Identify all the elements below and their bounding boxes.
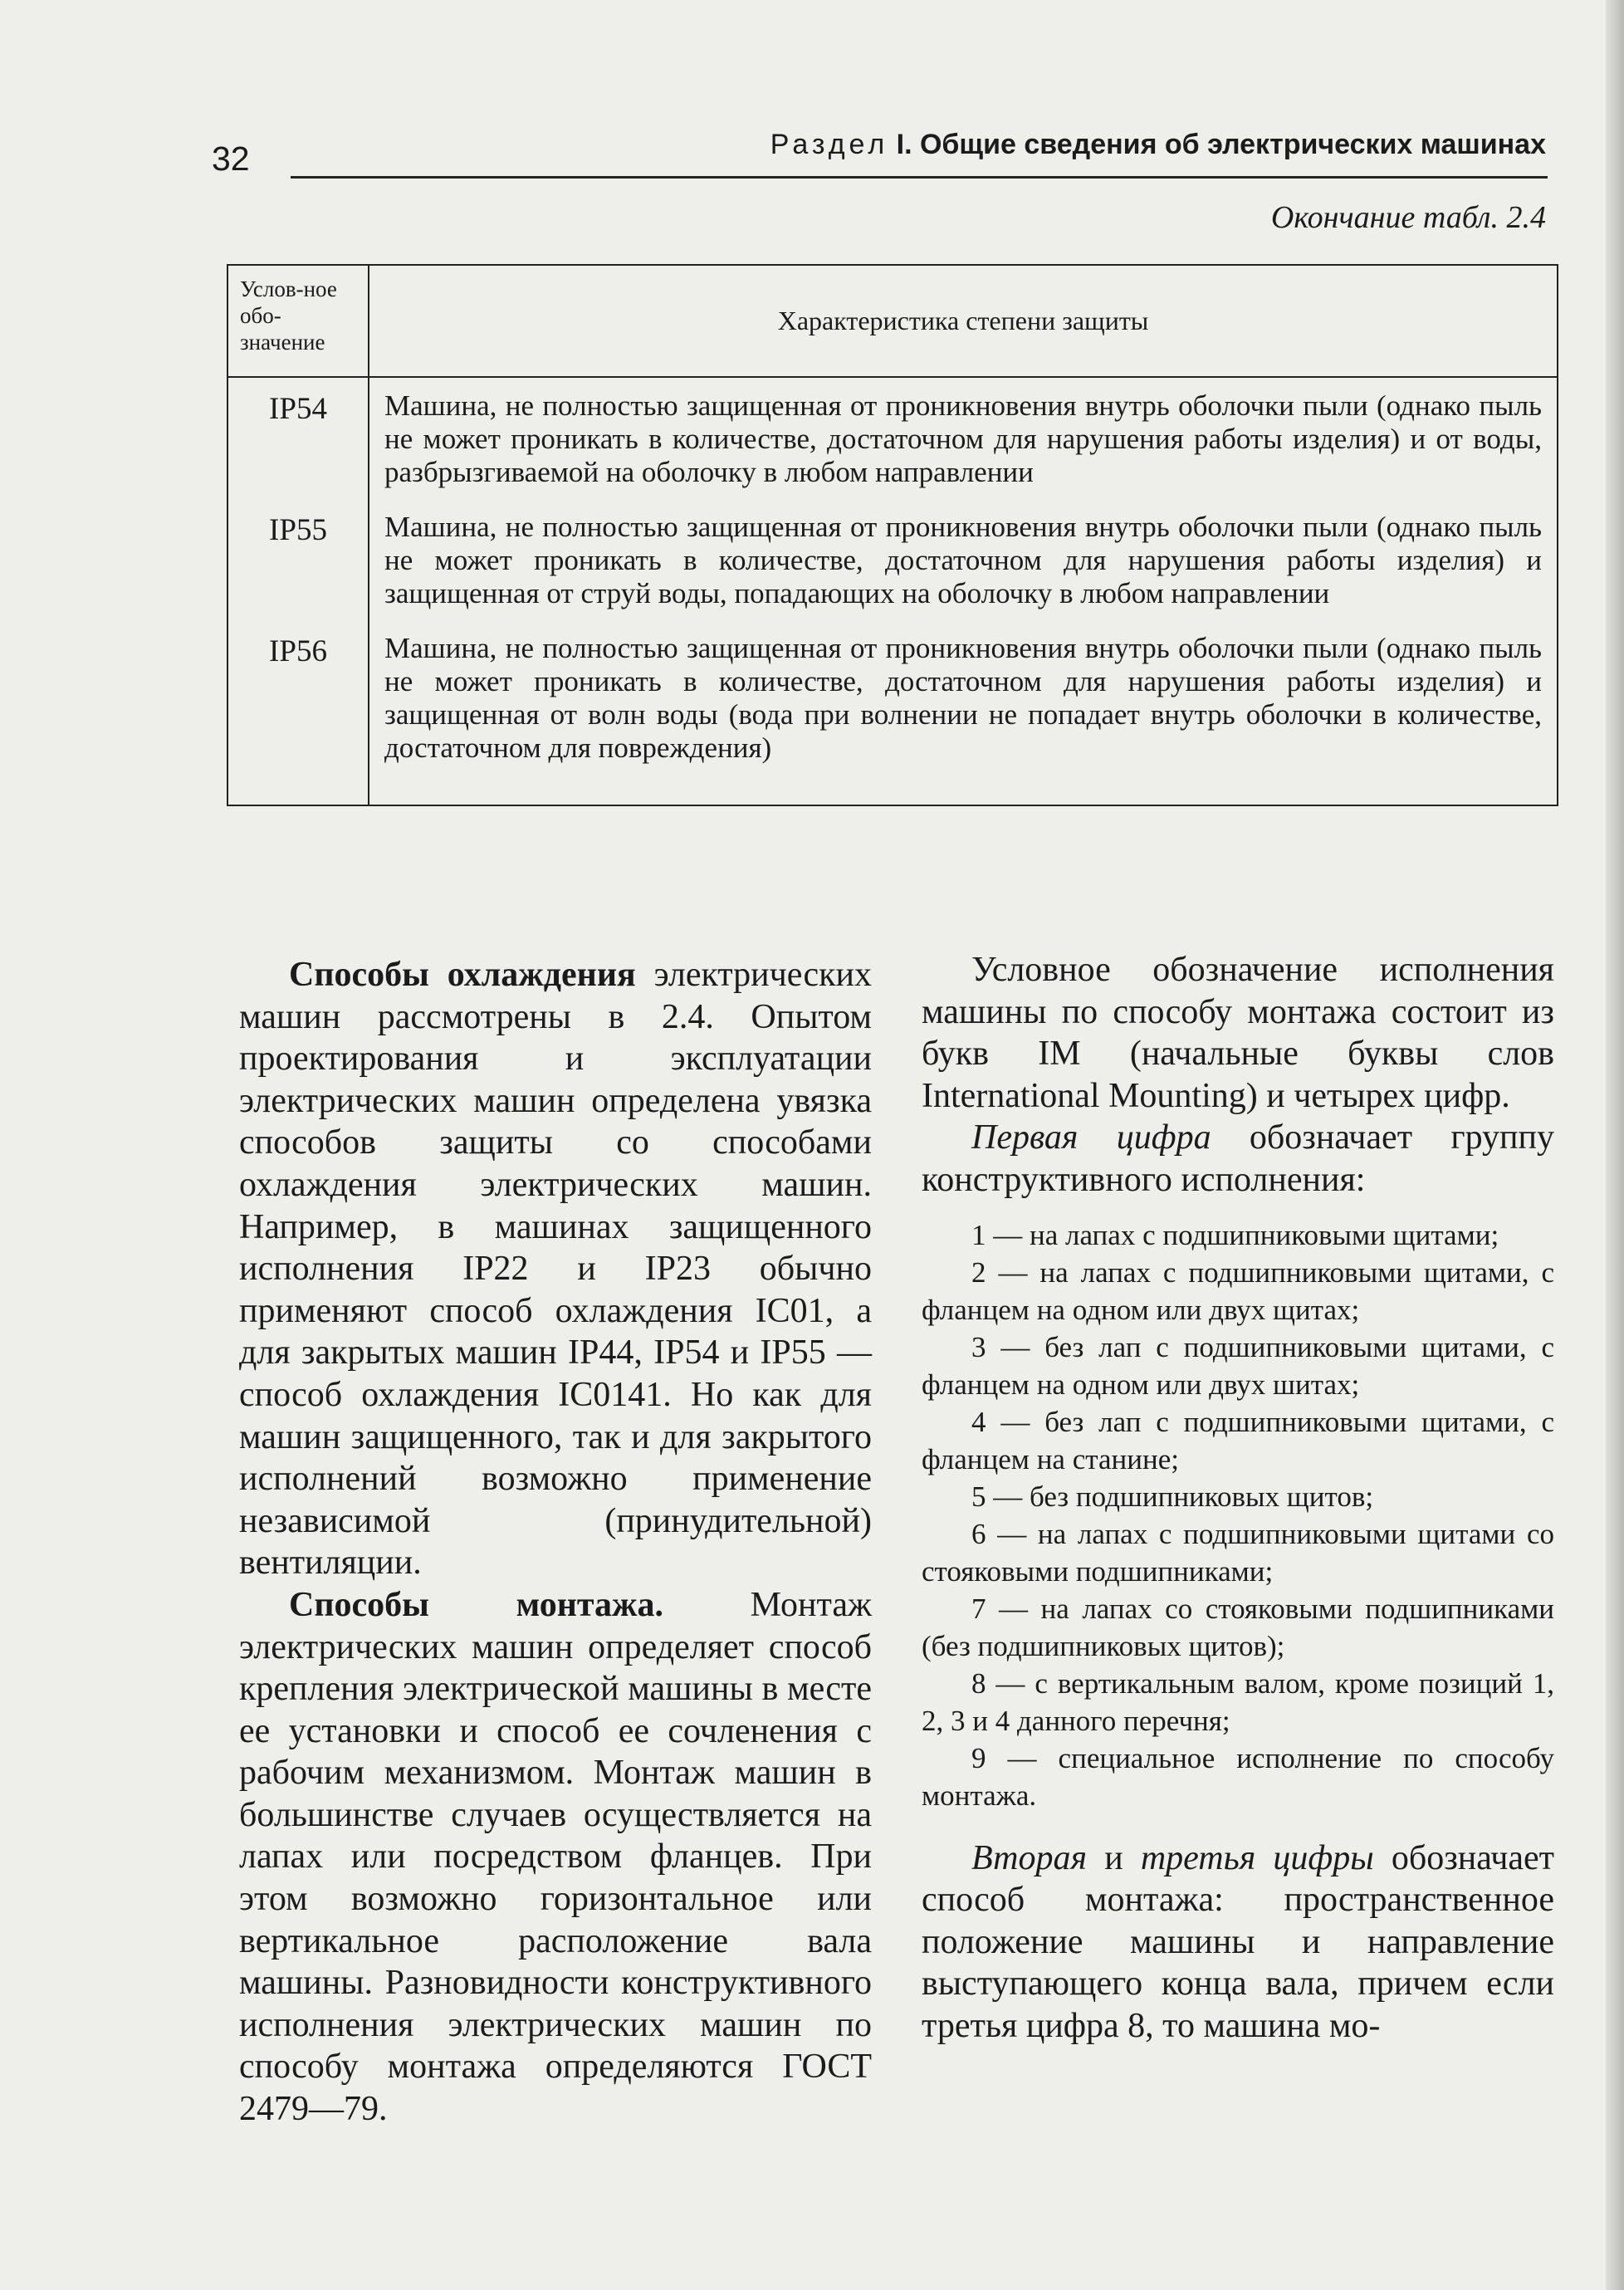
digit-list: [922, 1216, 1554, 1814]
cooling-text: электрических машин рассмотрены в 2.4. Опытом проектирования и эксплуатации электрических машин определена увязка способов защиты со способами охлаждения электрических машин. Например, в машинах защищенного исполнения IP22 и IP23 обычно применяют способ охлаждения IC01, а для закрытых машин IP44, IP54 и IP55 — способ охлаждения IC0141. Но как для машин защищенного, так и для закрытого исполнений возможно применение независимой (принудительной) вентиляции.: [239, 956, 872, 1583]
row-description: Машина, не полностью защищенная от проникновения внутрь оболочки пыли (однако пыль не может проникать в количестве, достаточном для нарушения работы изделия) и от воды, разбрызгиваемой на оболочку в любом направлении: [369, 377, 1558, 499]
second-third-digit-text: обозначает способ монтажа: пространственное положение машины и направление выступающего конца вала, причем если третья цифра 8, то машина мо-: [922, 1838, 1554, 2045]
row-code: IP55: [227, 499, 369, 620]
list-item: 1 — на лапах с подшипниковыми щитами;: [971, 1218, 1499, 1251]
table-row: [227, 377, 1558, 499]
designation-paragraph: Условное обозначение исполнения машины по способу монтажа состоит из букв IM (начальные буквы слов International Mounting) и четырех цифр.: [922, 951, 1554, 1115]
page-number: 32: [212, 139, 250, 178]
conjunction: и: [1087, 1838, 1141, 1877]
list-item: 9 — специальное исполнение по способу монтажа.: [922, 1741, 1554, 1812]
row-description: Машина, не полностью защищенная от проникновения внутрь оболочки пыли (однако пыль не может проникать в количестве, достаточном для нарушения работы изделия) и защищенная от струй воды, попадающих на оболочку в любом направлении: [369, 499, 1558, 620]
second-digit-term: Вторая: [971, 1838, 1088, 1877]
running-head-title: I. Общие сведения об электрических машинах: [896, 129, 1546, 160]
list-item: 6 — на лапах с подшипниковыми щитами со стояковыми подшипниками;: [922, 1517, 1554, 1588]
cooling-paragraph: [239, 954, 872, 1584]
table-caption: Окончание табл. 2.4: [1270, 200, 1546, 235]
table-row: [227, 620, 1558, 805]
first-digit-paragraph: [922, 1117, 1554, 1201]
list-item: 4 — без лап с подшипниковыми щитами, с фланцем на станине;: [922, 1405, 1554, 1475]
second-third-digit-paragraph: [922, 1837, 1554, 2048]
mounting-text: Монтаж электрических машин определяет способ крепления электрической машины в месте ее установки и способ ее сочленения с рабочим механизмом. Монтаж машин в большинстве случаев осуществляется на лапах или посредством фланцев. При этом возможно горизонтальное или вертикальное расположение вала машины. Разновидности конструктивного исполнения электрических машин по способу монтажа определяются ГОСТ 2479—79.: [239, 1585, 872, 2129]
page-edge-shadow: [1606, 0, 1624, 2290]
list-item: 5 — без подшипниковых щитов;: [971, 1480, 1374, 1513]
row-code: IP54: [227, 377, 369, 499]
table-row: [227, 499, 1558, 620]
list-item: 8 — с вертикальным валом, кроме позиций 1, 2, 3 и 4 данного перечня;: [922, 1666, 1554, 1737]
list-item: 2 — на лапах с подшипниковыми щитами, с фланцем на одном или двух щитах;: [922, 1255, 1554, 1326]
mounting-paragraph: [239, 1584, 872, 2131]
header-code: Услов-ное обо-значение: [227, 265, 369, 377]
first-digit-term: Первая цифра: [971, 1118, 1211, 1157]
cooling-heading: Способы охлаждения: [289, 956, 636, 994]
row-description: Машина, не полностью защищенная от проникновения внутрь оболочки пыли (однако пыль не может проникать в количестве, достаточном для нарушения работы изделия) и защищенная от волн воды (вода при волнении не попадает внутрь оболочки в количестве, достаточном для повреждения): [369, 620, 1558, 805]
row-code: IP56: [227, 620, 369, 805]
right-column: [922, 949, 1554, 2048]
third-digit-term: третья цифры: [1140, 1838, 1374, 1877]
running-head-section: Раздел: [770, 129, 889, 160]
mounting-heading: Способы монтажа.: [289, 1585, 663, 1624]
list-item: 7 — на лапах со стояковыми подшипниками (без подшипниковых щитов);: [922, 1592, 1554, 1662]
header-description: Характеристика степени защиты: [369, 265, 1558, 377]
list-item: 3 — без лап с подшипниковыми щитами, с фланцем на одном или двух шитах;: [922, 1330, 1554, 1401]
left-column: [239, 954, 872, 2131]
running-head: [498, 129, 1546, 161]
first-digit-text: обозначает группу конструктивного исполнения:: [922, 1118, 1554, 1199]
protection-table: [227, 264, 1558, 806]
header-rule: [291, 176, 1548, 179]
